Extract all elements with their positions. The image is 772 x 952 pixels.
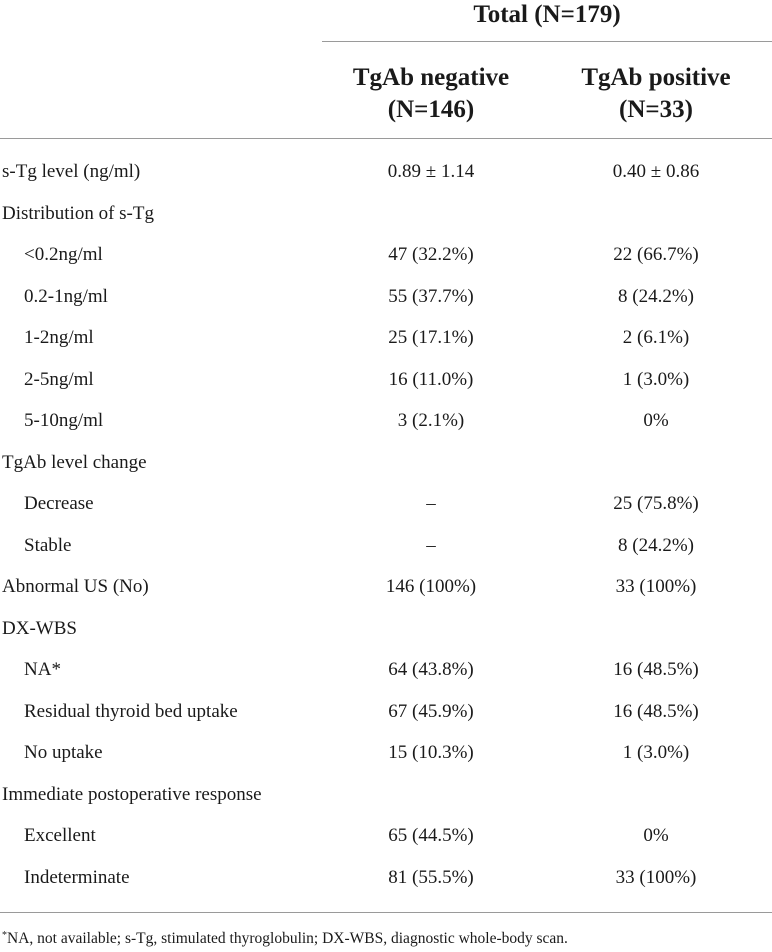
cell-tgab-negative: –	[426, 535, 436, 556]
row-label: NA*	[24, 659, 61, 680]
table-row	[0, 774, 772, 816]
group-header-total: Total (N=179)	[473, 1, 621, 28]
row-label: Stable	[24, 535, 72, 556]
cell-tgab-positive: 0%	[643, 825, 669, 846]
cell-tgab-positive: 0.40 ± 0.86	[612, 161, 700, 182]
row-label: Decrease	[24, 493, 94, 514]
table-row	[0, 732, 772, 774]
table-footnote	[2, 926, 568, 949]
table-row	[0, 359, 772, 401]
cell-tgab-negative: 16 (11.0%)	[388, 369, 474, 390]
table-row	[0, 400, 772, 442]
cell-tgab-negative: 55 (37.7%)	[388, 286, 474, 307]
row-label: 1-2ng/ml	[24, 327, 94, 348]
cell-tgab-positive: 25 (75.8%)	[613, 493, 699, 514]
table-row	[0, 276, 772, 318]
cell-tgab-positive: 33 (100%)	[615, 867, 697, 888]
cell-tgab-positive: 1 (3.0%)	[622, 742, 690, 763]
table-row	[0, 317, 772, 359]
cell-tgab-positive: 1 (3.0%)	[622, 369, 690, 390]
cell-tgab-positive: 0%	[643, 410, 669, 431]
row-label: Immediate postoperative response	[2, 784, 262, 805]
row-label: Indeterminate	[24, 867, 130, 888]
column-header-tgab-negative	[322, 62, 540, 126]
table-row	[0, 649, 772, 691]
cell-tgab-positive: 33 (100%)	[615, 576, 697, 597]
table-row	[0, 815, 772, 857]
cell-tgab-positive: 22 (66.7%)	[613, 244, 699, 265]
cell-tgab-positive: 16 (48.5%)	[613, 701, 699, 722]
row-label: Abnormal US (No)	[2, 576, 149, 597]
table-bottom-rule	[0, 912, 772, 913]
row-label: 5-10ng/ml	[24, 410, 104, 431]
row-label: Distribution of s-Tg	[2, 203, 154, 224]
table-row	[0, 608, 772, 650]
row-label: Residual thyroid bed uptake	[24, 701, 238, 722]
cell-tgab-positive: 2 (6.1%)	[622, 327, 690, 348]
table-row	[0, 483, 772, 525]
table-row	[0, 691, 772, 733]
column-header-line: TgAb negative	[352, 64, 510, 91]
cell-tgab-negative: 65 (44.5%)	[388, 825, 474, 846]
cell-tgab-negative: 47 (32.2%)	[388, 244, 474, 265]
row-label: 0.2-1ng/ml	[24, 286, 108, 307]
header-divider-upper	[322, 41, 772, 42]
cell-tgab-negative: 0.89 ± 1.14	[387, 161, 475, 182]
row-label: 2-5ng/ml	[24, 369, 94, 390]
table-row	[0, 525, 772, 567]
column-header-line: TgAb positive	[581, 64, 731, 91]
cell-tgab-negative: 25 (17.1%)	[388, 327, 474, 348]
table-row	[0, 442, 772, 484]
cell-tgab-negative: 81 (55.5%)	[388, 867, 474, 888]
cell-tgab-negative: 3 (2.1%)	[397, 410, 465, 431]
column-header-line: (N=146)	[387, 96, 475, 123]
header-divider-lower	[0, 138, 772, 139]
table-row	[0, 193, 772, 235]
row-label: <0.2ng/ml	[24, 244, 103, 265]
cell-tgab-negative: 146 (100%)	[385, 576, 477, 597]
cell-tgab-negative: 15 (10.3%)	[388, 742, 474, 763]
cell-tgab-negative: 67 (45.9%)	[388, 701, 474, 722]
column-header-tgab-positive	[540, 62, 772, 126]
cell-tgab-positive: 16 (48.5%)	[613, 659, 699, 680]
row-label: TgAb level change	[2, 452, 147, 473]
table-row	[0, 151, 772, 193]
table-row	[0, 566, 772, 608]
table-row	[0, 234, 772, 276]
row-label: No uptake	[24, 742, 103, 763]
cell-tgab-negative: 64 (43.8%)	[388, 659, 474, 680]
row-label: s-Tg level (ng/ml)	[2, 161, 141, 182]
footnote-marker: *	[2, 930, 7, 941]
row-label: Excellent	[24, 825, 96, 846]
row-label: DX-WBS	[2, 618, 77, 639]
footnote-text: NA, not available; s-Tg, stimulated thyroglobulin; DX-WBS, diagnostic whole-body scan.	[7, 930, 568, 947]
cell-tgab-positive: 8 (24.2%)	[618, 286, 694, 307]
table-row	[0, 857, 772, 899]
cell-tgab-negative: –	[426, 493, 436, 514]
cell-tgab-positive: 8 (24.2%)	[618, 535, 694, 556]
column-header-line: (N=33)	[619, 96, 693, 123]
